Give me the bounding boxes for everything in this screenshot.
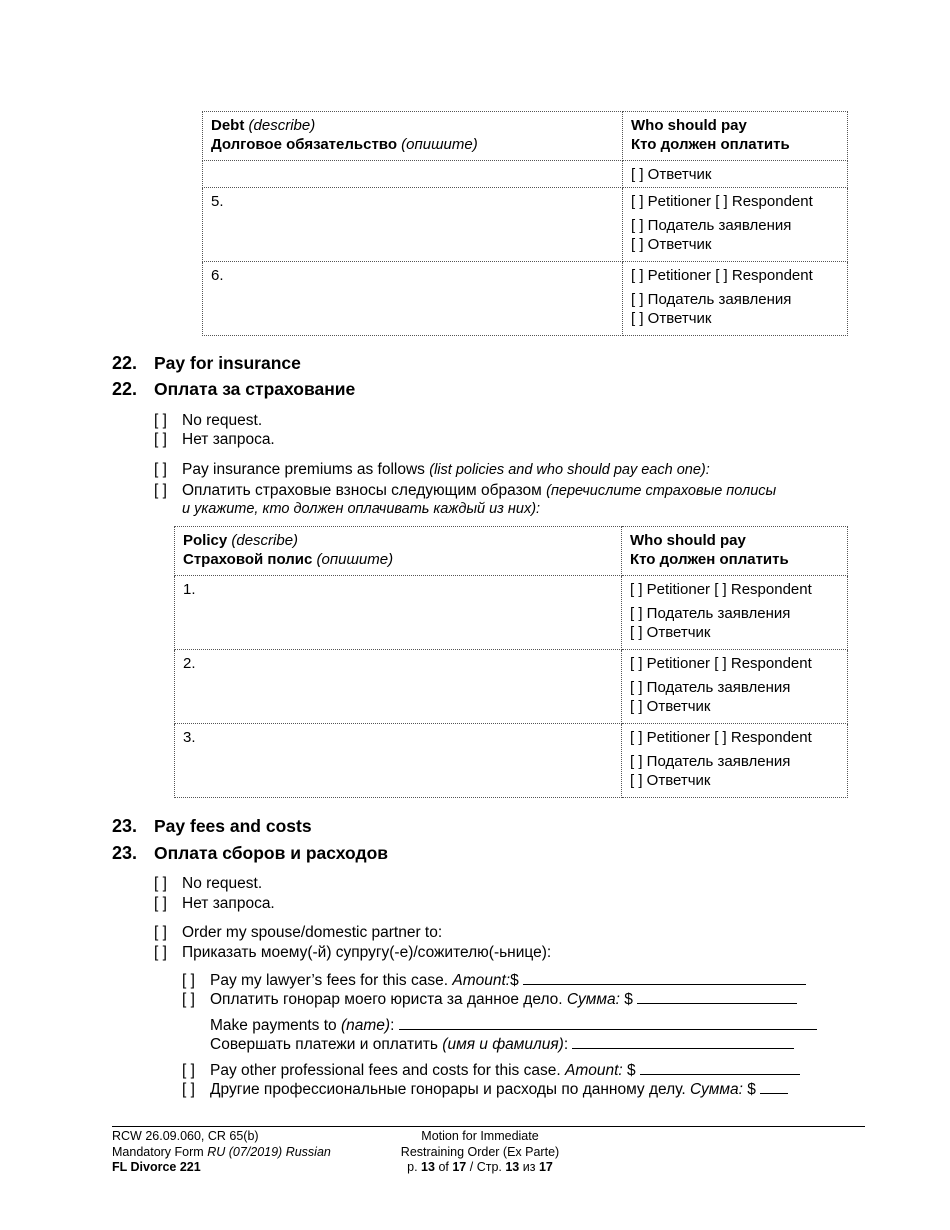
- pay-insurance-option-en[interactable]: [154, 460, 710, 480]
- no-request-option-ru[interactable]: [154, 894, 275, 913]
- option-label: Нет запроса.: [182, 431, 275, 448]
- pay-insurance-option-ru[interactable]: [154, 481, 776, 501]
- payee-name-field[interactable]: [399, 1015, 817, 1030]
- option-label: No request.: [182, 875, 263, 892]
- colon: :: [390, 1017, 395, 1034]
- petitioner-checkbox-ru[interactable]: [ ] Податель заявления: [630, 605, 791, 622]
- petitioner-respondent-checkboxes[interactable]: [ ] Petitioner [ ] Respondent: [630, 729, 812, 746]
- row-label: 5.: [211, 193, 224, 210]
- petitioner-respondent-checkboxes[interactable]: [ ] Petitioner [ ] Respondent: [630, 581, 812, 598]
- footer-mandatory: [112, 1145, 331, 1161]
- table-row: [203, 188, 848, 262]
- section-number: 23.: [112, 816, 138, 836]
- pay-insurance-note-ru: [182, 499, 540, 519]
- table-row: [175, 650, 848, 724]
- page-total-ru: 17: [538, 1160, 553, 1174]
- checkbox[interactable]: [ ]: [182, 1062, 195, 1079]
- name-label: (name): [340, 1017, 391, 1034]
- checkbox[interactable]: [ ]: [154, 875, 167, 892]
- page-of-ru: из: [522, 1160, 536, 1174]
- option-label: Pay insurance premiums as follows: [182, 461, 425, 478]
- other-fees-option-en[interactable]: [182, 1060, 800, 1080]
- no-request-option-ru[interactable]: [154, 430, 275, 449]
- policy-who-header-ru: Кто должен оплатить: [630, 551, 789, 568]
- option-note: (перечислите страховые полисы: [546, 483, 777, 499]
- debt-description-cell[interactable]: [203, 262, 623, 336]
- page-of: of: [438, 1160, 449, 1174]
- mandatory-label: Mandatory Form: [112, 1144, 204, 1159]
- respondent-checkbox-ru[interactable]: [ ] Ответчик: [630, 772, 711, 789]
- option-note: и укажите, кто должен оплачивать каждый из них):: [182, 501, 541, 517]
- debt-description-cell[interactable]: [203, 161, 623, 188]
- amount-label: Сумма:: [566, 991, 620, 1008]
- debt-header-en-note: (describe): [248, 117, 316, 134]
- other-fees-option-ru[interactable]: [182, 1079, 788, 1099]
- section-number: 22.: [112, 353, 138, 373]
- debt-who-header-ru: Кто должен оплатить: [631, 136, 790, 153]
- payee-name-field-ru[interactable]: [572, 1034, 794, 1049]
- petitioner-checkbox-ru[interactable]: [ ] Податель заявления: [631, 291, 792, 308]
- petitioner-checkbox-ru[interactable]: [ ] Податель заявления: [631, 217, 792, 234]
- table-row: [175, 724, 848, 798]
- row-label: 3.: [183, 729, 196, 746]
- page-prefix-ru: / Стр.: [469, 1160, 502, 1174]
- section-number: 22.: [112, 379, 138, 399]
- option-label: Приказать моему(-й) супругу(-е)/сожителю(-ьнице):: [182, 944, 552, 961]
- debt-description-cell[interactable]: [203, 188, 623, 262]
- checkbox[interactable]: [ ]: [154, 944, 167, 961]
- policy-header-ru-note: (опишите): [316, 551, 394, 568]
- footer-divider: [112, 1126, 865, 1127]
- policy-description-cell[interactable]: [175, 576, 622, 650]
- form-code: RU (07/2019) Russian: [207, 1144, 331, 1159]
- option-label: Оплатить гонорар моего юриста за данное дело.: [210, 991, 563, 1008]
- respondent-checkbox-ru[interactable]: [ ] Ответчик: [630, 624, 711, 641]
- lawyer-fees-amount-field-ru[interactable]: [637, 989, 797, 1004]
- checkbox[interactable]: [ ]: [154, 461, 167, 478]
- section-title: Оплата за страхование: [154, 379, 356, 399]
- footer-title-2: Restraining Order (Ex Parte): [400, 1144, 560, 1159]
- footer-left: [112, 1129, 331, 1176]
- page-total: 17: [452, 1160, 467, 1174]
- page-num-ru: 13: [505, 1160, 520, 1174]
- section-22-title-ru: [112, 378, 355, 400]
- footer-form-id: FL Divorce 221: [112, 1160, 201, 1174]
- row-label: 2.: [183, 655, 196, 672]
- table-row: [175, 576, 848, 650]
- petitioner-respondent-checkboxes[interactable]: [ ] Petitioner [ ] Respondent: [630, 655, 812, 672]
- option-label: No request.: [182, 412, 263, 429]
- option-label: Нет запроса.: [182, 895, 275, 912]
- dollar-sign: $: [510, 972, 519, 989]
- checkbox[interactable]: [ ]: [154, 482, 167, 499]
- checkbox[interactable]: [ ]: [154, 431, 167, 448]
- section-title: Pay for insurance: [154, 353, 301, 373]
- checkbox[interactable]: [ ]: [154, 412, 167, 429]
- checkbox[interactable]: [ ]: [182, 972, 195, 989]
- option-label: Order my spouse/domestic partner to:: [182, 924, 443, 941]
- respondent-checkbox-ru[interactable]: [ ] Ответчик: [630, 698, 711, 715]
- checkbox[interactable]: [ ]: [182, 991, 195, 1008]
- policy-description-cell[interactable]: [175, 650, 622, 724]
- table-row: [203, 161, 848, 188]
- respondent-checkbox[interactable]: [ ] Ответчик: [623, 161, 848, 188]
- no-request-option-en[interactable]: [154, 874, 262, 893]
- petitioner-respondent-checkboxes[interactable]: [ ] Petitioner [ ] Respondent: [631, 267, 813, 284]
- order-spouse-option-en[interactable]: [154, 923, 442, 942]
- row-label: 1.: [183, 581, 196, 598]
- option-label: Pay my lawyer’s fees for this case.: [210, 972, 449, 989]
- footer-page-number: [370, 1160, 590, 1176]
- payments-label: Make payments to: [210, 1017, 337, 1034]
- amount-label: Amount:: [564, 1062, 623, 1079]
- petitioner-checkbox-ru[interactable]: [ ] Податель заявления: [630, 679, 791, 696]
- payments-label: Совершать платежи и оплатить: [210, 1036, 438, 1053]
- make-payments-to-en: [210, 1015, 817, 1035]
- dollar-sign: $: [627, 1062, 636, 1079]
- table-row: [203, 262, 848, 336]
- checkbox[interactable]: [ ]: [154, 895, 167, 912]
- section-number: 23.: [112, 843, 138, 863]
- lawyer-fees-option-ru[interactable]: [182, 989, 797, 1009]
- option-note: (list policies and who should pay each one):: [429, 462, 710, 478]
- policy-table-header: [175, 527, 848, 576]
- make-payments-to-ru: [210, 1034, 794, 1054]
- footer-title-1: Motion for Immediate: [421, 1129, 539, 1143]
- debt-who-header-en: Who should pay: [631, 117, 747, 134]
- debt-header-en: Debt: [211, 117, 245, 134]
- debt-table-header: [203, 112, 848, 161]
- debt-header-ru-note: (опишите): [401, 136, 478, 153]
- name-label: (имя и фамилия): [442, 1036, 564, 1053]
- footer-rcw: RCW 26.09.060, CR 65(b): [112, 1129, 259, 1143]
- section-title: Pay fees and costs: [154, 816, 312, 836]
- section-22-title-en: [112, 352, 301, 374]
- order-spouse-option-ru[interactable]: [154, 943, 551, 962]
- row-label: 6.: [211, 267, 224, 284]
- policy-who-header-en: Who should pay: [630, 532, 746, 549]
- policy-description-cell[interactable]: [175, 724, 622, 798]
- amount-label: Amount:: [452, 972, 511, 989]
- amount-label: Сумма:: [690, 1081, 743, 1098]
- lawyer-fees-amount-field[interactable]: [523, 970, 806, 985]
- colon: :: [563, 1036, 569, 1053]
- section-23-title-en: [112, 815, 312, 837]
- petitioner-respondent-checkboxes[interactable]: [ ] Petitioner [ ] Respondent: [631, 193, 813, 210]
- section-23-title-ru: [112, 842, 388, 864]
- no-request-option-en[interactable]: [154, 411, 262, 430]
- page-num: 13: [421, 1160, 435, 1174]
- respondent-checkbox-ru[interactable]: [ ] Ответчик: [631, 236, 712, 253]
- other-fees-amount-field-ru[interactable]: [760, 1079, 788, 1094]
- checkbox[interactable]: [ ]: [182, 1081, 195, 1098]
- policy-header-en-note: (describe): [231, 532, 299, 549]
- page-prefix: p.: [407, 1160, 418, 1174]
- petitioner-checkbox-ru[interactable]: [ ] Податель заявления: [630, 753, 791, 770]
- checkbox[interactable]: [ ]: [154, 924, 167, 941]
- policy-table: [174, 526, 848, 798]
- option-label: Другие профессиональные гонорары и расходы по данному делу.: [210, 1081, 686, 1098]
- dollar-sign: $: [747, 1081, 756, 1098]
- policy-header-en: Policy: [183, 532, 228, 549]
- respondent-checkbox-ru[interactable]: [ ] Ответчик: [631, 310, 712, 327]
- section-title: Оплата сборов и расходов: [154, 843, 389, 863]
- lawyer-fees-option-en[interactable]: [182, 970, 806, 990]
- other-fees-amount-field[interactable]: [640, 1060, 800, 1075]
- policy-header-ru: Страховой полис: [183, 551, 313, 568]
- footer-center: [370, 1129, 590, 1176]
- debt-table: [202, 111, 848, 336]
- option-label: Оплатить страховые взносы следующим образом: [182, 482, 542, 499]
- option-label: Pay other professional fees and costs for this case.: [210, 1062, 561, 1079]
- debt-header-ru: Долговое обязательство: [211, 136, 397, 153]
- dollar-sign: $: [624, 991, 633, 1008]
